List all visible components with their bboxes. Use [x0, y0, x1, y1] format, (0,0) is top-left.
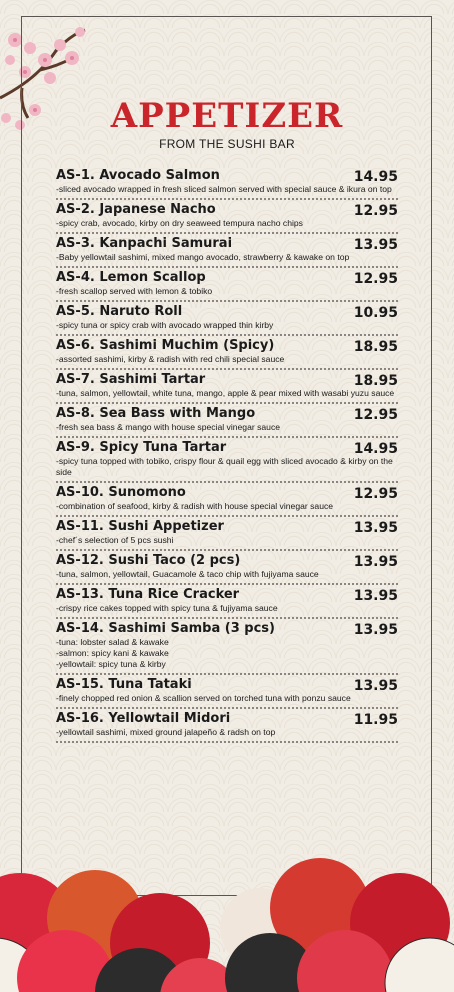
menu-item [56, 585, 398, 619]
menu-item-price: 10.95 [353, 305, 398, 321]
menu-item-name: AS-4. Lemon Scallop [56, 270, 206, 285]
menu-item-description: -finely chopped red onion & scallion served on torched tuna with ponzu sauce [56, 693, 351, 703]
menu-item-description: -spicy crab, avocado, kirby on dry seaweed tempura nacho chips [56, 218, 303, 228]
menu-item-name: AS-16. Yellowtail Midori [56, 711, 231, 726]
menu-item-name: AS-9. Spicy Tuna Tartar [56, 440, 227, 455]
menu-item-price: 13.95 [353, 237, 398, 253]
menu-item [56, 517, 398, 551]
menu-item-name: AS-12. Sushi Taco (2 pcs) [56, 553, 241, 568]
menu-item-price: 13.95 [353, 554, 398, 570]
menu-item-name: AS-15. Tuna Tataki [56, 677, 192, 692]
menu-item-description: -spicy tuna topped with tobiko, crispy flour & quail egg with sliced avocado & kirby on the side [56, 456, 393, 477]
menu-item-name: AS-7. Sashimi Tartar [56, 372, 206, 387]
menu-item [56, 551, 398, 585]
menu-item-price: 12.95 [353, 203, 398, 219]
menu-item [56, 166, 398, 200]
menu-item-description: -fresh sea bass & mango with house special vinegar sauce [56, 422, 281, 432]
menu-item-price: 14.95 [353, 169, 398, 185]
menu-item [56, 234, 398, 268]
menu-item [56, 200, 398, 234]
menu-item-name: AS-3. Kanpachi Samurai [56, 236, 233, 251]
menu-item-description: -yellowtail sashimi, mixed ground jalapeño & radsh on top [56, 727, 276, 737]
menu-item [56, 268, 398, 302]
menu-item-price: 18.95 [353, 373, 398, 389]
menu-item-name: AS-1. Avocado Salmon [56, 168, 220, 183]
menu-item-description: -tuna, salmon, yellowtail, white tuna, mango, apple & pear mixed with wasabi yuzu sauce [56, 388, 395, 398]
menu-item-description: -combination of seafood, kirby & radish with house special vinegar sauce [56, 501, 334, 511]
menu-item-price: 12.95 [353, 271, 398, 287]
menu-item-description: -fresh scallop served with lemon & tobiko [56, 286, 213, 296]
menu-item-name: AS-5. Naruto Roll [56, 304, 183, 319]
wave-pattern-decoration [0, 848, 454, 992]
menu-item [56, 336, 398, 370]
page-title: APPETIZER [110, 96, 344, 136]
menu-item-price: 14.95 [353, 441, 398, 457]
menu-item-name: AS-13. Tuna Rice Cracker [56, 587, 240, 602]
page-subtitle: FROM THE SUSHI BAR [159, 137, 295, 151]
menu-item-description: -chef´s selection of 5 pcs sushi [56, 535, 174, 545]
menu-item-description: -crispy rice cakes topped with spicy tuna & fujiyama sauce [56, 603, 278, 613]
menu-item-price: 12.95 [353, 407, 398, 423]
menu-item [56, 709, 398, 743]
menu-item-name: AS-8. Sea Bass with Mango [56, 406, 256, 421]
menu-item-name: AS-14. Sashimi Samba (3 pcs) [56, 621, 275, 636]
menu-item-description: -assorted sashimi, kirby & radish with red chili special sauce [56, 354, 285, 364]
menu-item [56, 619, 398, 675]
menu-item-description: -spicy tuna or spicy crab with avocado wrapped thin kirby [56, 320, 274, 330]
menu-item-name: AS-10. Sunomono [56, 485, 186, 500]
menu-item-price: 18.95 [353, 339, 398, 355]
menu-item-name: AS-2. Japanese Nacho [56, 202, 216, 217]
menu-item-price: 11.95 [353, 712, 398, 728]
menu-item-price: 13.95 [353, 588, 398, 604]
menu-item-price: 12.95 [353, 486, 398, 502]
menu-item-description: -tuna: lobster salad & kawake -salmon: spicy kani & kawake -yellowtail: spicy tuna & kirby [56, 637, 169, 669]
menu-item [56, 302, 398, 336]
menu-item [56, 370, 398, 404]
menu-item-price: 13.95 [353, 678, 398, 694]
menu-item [56, 438, 398, 483]
menu-item [56, 483, 398, 517]
menu-item-name: AS-6. Sashimi Muchim (Spicy) [56, 338, 275, 353]
menu-item [56, 675, 398, 709]
menu-item-price: 13.95 [353, 520, 398, 536]
menu-item [56, 404, 398, 438]
menu-item-description: -Baby yellowtail sashimi, mixed mango avocado, strawberry & kawake on top [56, 252, 350, 262]
menu-item-price: 13.95 [353, 622, 398, 638]
menu-item-description: -sliced avocado wrapped in fresh sliced salmon served with special sauce & ikura on top [56, 184, 392, 194]
menu-list [56, 166, 398, 743]
menu-item-description: -tuna, salmon, yellowtail, Guacamole & taco chip with fujiyama sauce [56, 569, 319, 579]
menu-item-name: AS-11. Sushi Appetizer [56, 519, 224, 534]
